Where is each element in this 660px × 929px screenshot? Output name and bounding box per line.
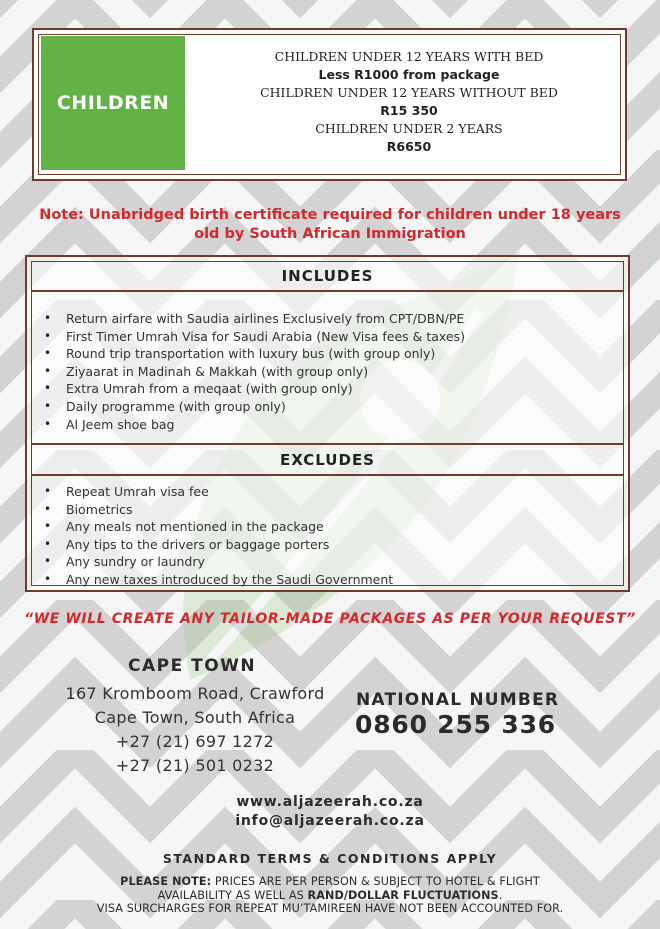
web-contacts	[0, 793, 660, 831]
fine-print	[0, 875, 660, 916]
list-item: • Any new taxes introduced by the Saudi Government	[42, 571, 393, 589]
includes-divider	[32, 290, 623, 292]
excludes-top-divider	[32, 443, 623, 445]
children-without-bed-price: R15 350	[380, 103, 438, 118]
children-pricing-lines	[194, 48, 624, 156]
note-line-1: Note: Unabridged birth certificate required for children under 18 years	[39, 207, 621, 223]
birth-certificate-note	[0, 206, 660, 244]
list-item: • Biometrics	[42, 501, 393, 519]
list-item: • Extra Umrah from a meqaat (with group only)	[42, 380, 465, 398]
excludes-list	[42, 483, 393, 589]
note-line-2: old by South African Immigration	[194, 226, 466, 242]
office-address	[40, 682, 350, 778]
fine-print-line-3: VISA SURCHARGES FOR REPEAT MU’TAMIREEN HAVE NOT BEEN ACCOUNTED FOR.	[96, 902, 564, 916]
children-with-bed-label: CHILDREN UNDER 12 YEARS WITH BED	[274, 49, 544, 64]
please-note-label: PLEASE NOTE:	[120, 875, 212, 888]
list-item: • Daily programme (with group only)	[42, 398, 465, 416]
fine-print-line-1-text: PRICES ARE PER PERSON & SUBJECT TO HOTEL & FLIGHT	[211, 875, 540, 888]
children-with-bed-price: Less R1000 from package	[318, 67, 500, 82]
children-badge: CHILDREN	[41, 36, 185, 170]
address-street: 167 Kromboom Road, Crawford	[65, 684, 325, 703]
children-without-bed-label: CHILDREN UNDER 12 YEARS WITHOUT BED	[260, 85, 558, 100]
office-city: CAPE TOWN	[128, 656, 257, 676]
fine-print-line-2-start: AVAILABILITY AS WELL AS	[157, 888, 308, 902]
address-city: Cape Town, South Africa	[94, 708, 296, 727]
list-item: • Repeat Umrah visa fee	[42, 483, 393, 501]
list-item: • Any sundry or laundry	[42, 553, 393, 571]
fine-print-line-2-end: .	[498, 888, 503, 902]
excludes-heading: EXCLUDES	[280, 451, 375, 469]
list-item: • Return airfare with Saudia airlines Exclusively from CPT/DBN/PE	[42, 310, 465, 328]
list-item: • Any tips to the drivers or baggage porters	[42, 536, 393, 554]
list-item: • Round trip transportation with luxury bus (with group only)	[42, 345, 465, 363]
email-link[interactable]: info@aljazeerah.co.za	[235, 813, 425, 829]
list-item: • Al Jeem shoe bag	[42, 416, 465, 434]
website-link[interactable]: www.aljazeerah.co.za	[236, 794, 424, 810]
includes-heading: INCLUDES	[281, 267, 374, 285]
fine-print-line-1	[0, 875, 660, 889]
includes-list	[42, 310, 465, 433]
list-item: • Any meals not mentioned in the package	[42, 518, 393, 536]
phone-1[interactable]: +27 (21) 697 1272	[115, 732, 275, 751]
list-item: • Ziyaarat in Madinah & Makkah (with group only)	[42, 363, 465, 381]
excludes-divider	[32, 474, 623, 476]
children-under-2-price: R6650	[386, 139, 432, 154]
fine-print-line-2	[0, 889, 660, 903]
tailor-made-statement: “WE WILL CREATE ANY TAILOR-MADE PACKAGES AS PER YOUR REQUEST”	[24, 611, 636, 627]
includes-excludes-box	[25, 255, 630, 592]
fluctuations-label: RAND/DOLLAR FLUCTUATIONS	[307, 888, 499, 902]
list-box-inner-border	[31, 261, 624, 586]
phone-2[interactable]: +27 (21) 501 0232	[115, 756, 275, 775]
national-number-label: NATIONAL NUMBER	[356, 690, 560, 710]
children-under-2-label: CHILDREN UNDER 2 YEARS	[315, 121, 503, 136]
national-number[interactable]: 0860 255 336	[355, 710, 556, 739]
children-pricing-box	[32, 28, 627, 181]
list-item: • First Timer Umrah Visa for Saudi Arabia (New Visa fees & taxes)	[42, 328, 465, 346]
terms-heading: STANDARD TERMS & CONDITIONS APPLY	[162, 851, 498, 866]
